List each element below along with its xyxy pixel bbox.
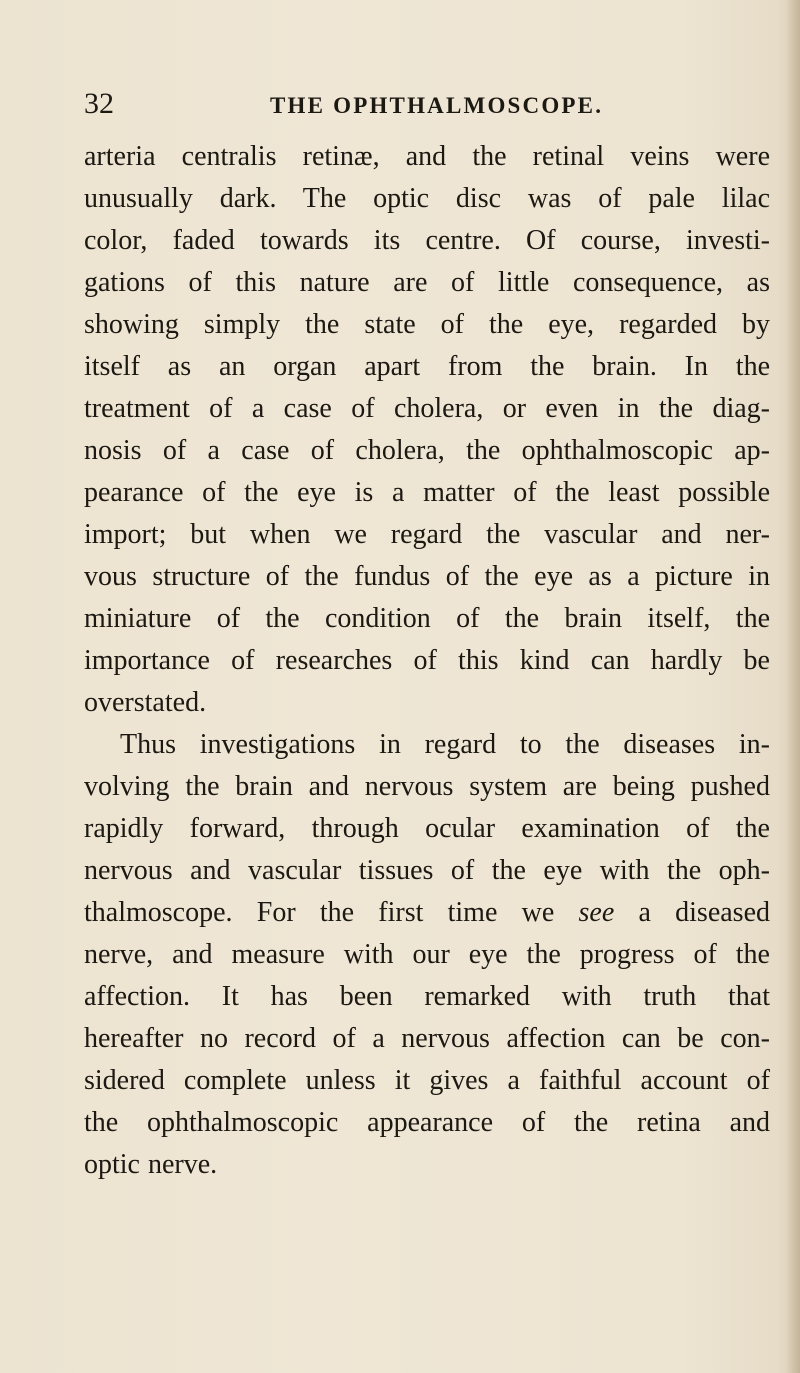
text-line: volving the brain and nervous system are being pushed (84, 771, 770, 802)
text-line: Thus investigations in regard to the diseases in- (120, 729, 770, 760)
page-edge-shadow (786, 0, 800, 1373)
paragraph-2 (84, 724, 770, 1186)
text-line: optic nerve. (84, 1149, 218, 1180)
text-line: import; but when we regard the vascular and ner- (84, 519, 770, 550)
page-header (84, 86, 768, 122)
text-line: showing simply the state of the eye, regarded by (84, 309, 770, 340)
running-head: THE OPHTHALMOSCOPE. (270, 93, 604, 118)
text-line: vous structure of the fundus of the eye as a picture in (84, 561, 770, 592)
text-line: arteria centralis retinæ, and the retinal veins were (84, 141, 770, 172)
emphasized-word: see (578, 897, 615, 928)
text-line: unusually dark. The optic disc was of pale lilac (84, 183, 770, 214)
text-line: gations of this nature are of little consequence, as (84, 267, 770, 298)
body-text (84, 136, 770, 1186)
text-line: nervous and vascular tissues of the eye with the oph- (84, 855, 770, 886)
text-line: overstated. (84, 687, 207, 718)
text-segment: thalmoscope. For the first time we (84, 897, 555, 928)
text-line: itself as an organ apart from the brain. In the (84, 351, 770, 382)
text-line: treatment of a case of cholera, or even in the diag- (84, 393, 770, 424)
text-line: nerve, and measure with our eye the progress of the (84, 939, 770, 970)
text-line: color, faded towards its centre. Of course, investi- (84, 225, 770, 256)
text-line: miniature of the condition of the brain itself, the (84, 603, 770, 634)
text-line: hereafter no record of a nervous affection can be con- (84, 1023, 770, 1054)
text-line-with-emphasis (84, 892, 770, 934)
text-line: rapidly forward, through ocular examination of the (84, 813, 770, 844)
text-line: nosis of a case of cholera, the ophthalmoscopic ap- (84, 435, 770, 466)
text-line: importance of researches of this kind can hardly be (84, 645, 770, 676)
text-line: pearance of the eye is a matter of the least possible (84, 477, 770, 508)
page-number: 32 (84, 87, 114, 120)
text-line: sidered complete unless it gives a faithful account of (84, 1065, 770, 1096)
text-segment: a diseased (638, 897, 771, 928)
text-line: the ophthalmoscopic appearance of the retina and (84, 1107, 770, 1138)
paragraph-1 (84, 136, 770, 724)
text-line: affection. It has been remarked with truth that (84, 981, 770, 1012)
